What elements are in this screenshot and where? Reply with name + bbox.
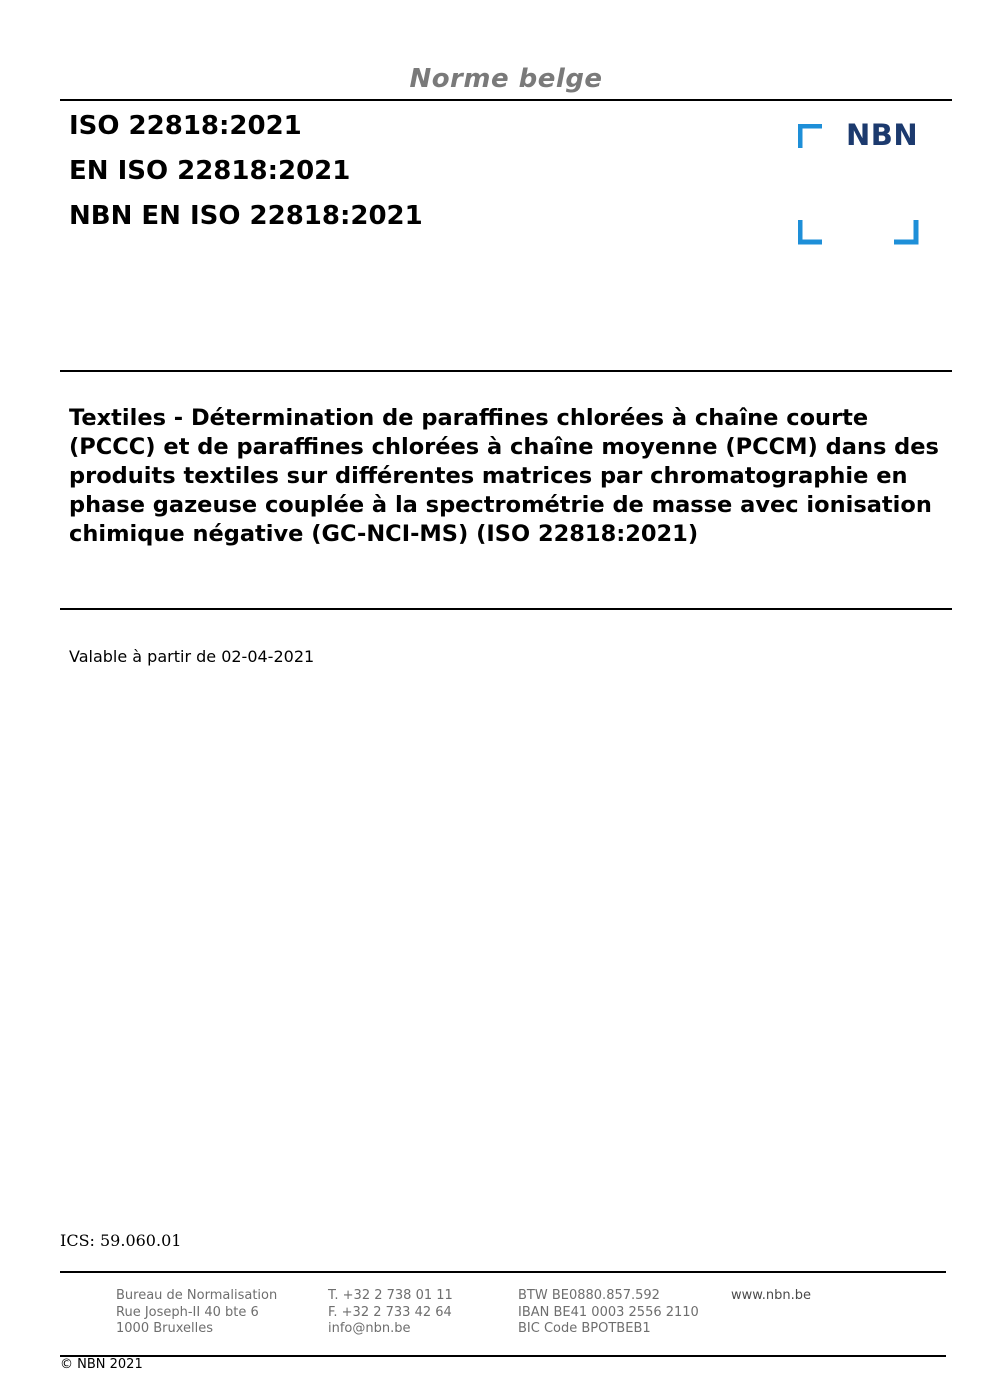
standard-id-en-iso: EN ISO 22818:2021 [69, 156, 351, 186]
standard-id-iso: ISO 22818:2021 [69, 111, 302, 141]
footer-website-link[interactable]: www.nbn.be [731, 1288, 811, 1303]
footer-email-link[interactable]: info@nbn.be [328, 1321, 411, 1336]
footer-iban: IBAN BE41 0003 2556 2110 [518, 1304, 699, 1320]
footer-bank [518, 1288, 699, 1338]
footer-fax: F. +32 2 733 42 64 [328, 1304, 452, 1320]
document-title: Textiles - Détermination de paraffines chlorées à chaîne courte (PCCC) et de paraffines chlorées à chaîne moyenne (PCCM) dans des produits textiles sur différentes matrices par chromatographie en phase gazeuse couplée à la spectrométrie de masse avec ionisation chimique négative (GC-NCI-MS) (ISO 22818:2021) [69, 405, 939, 547]
footer-website [731, 1288, 811, 1305]
ics-code: ICS: 59.060.01 [60, 1231, 182, 1250]
footer-contact [328, 1288, 453, 1338]
valid-from-date: Valable à partir de 02-04-2021 [69, 647, 315, 666]
standard-id-nbn-en-iso: NBN EN ISO 22818:2021 [69, 201, 423, 231]
copyright-notice: © NBN 2021 [60, 1357, 143, 1372]
footer-address-line: Bureau de Normalisation [116, 1288, 278, 1303]
title-top-divider [60, 370, 952, 372]
title-bottom-divider [60, 608, 952, 610]
footer-address-line: 1000 Bruxelles [116, 1321, 214, 1336]
footer-vat-number: BTW BE0880.857.592 [518, 1288, 660, 1303]
page-header-title: Norme belge [409, 64, 603, 94]
nbn-logo-text: NBN [846, 118, 919, 152]
footer-address-line: Rue Joseph-II 40 bte 6 [116, 1304, 259, 1320]
footer-address [116, 1288, 277, 1338]
footer-top-divider [60, 1271, 946, 1273]
footer-bottom-divider [60, 1355, 946, 1357]
footer-bic: BIC Code BPOTBEB1 [518, 1321, 651, 1336]
footer-phone: T. +32 2 738 01 11 [328, 1288, 453, 1303]
header-divider [60, 99, 952, 101]
